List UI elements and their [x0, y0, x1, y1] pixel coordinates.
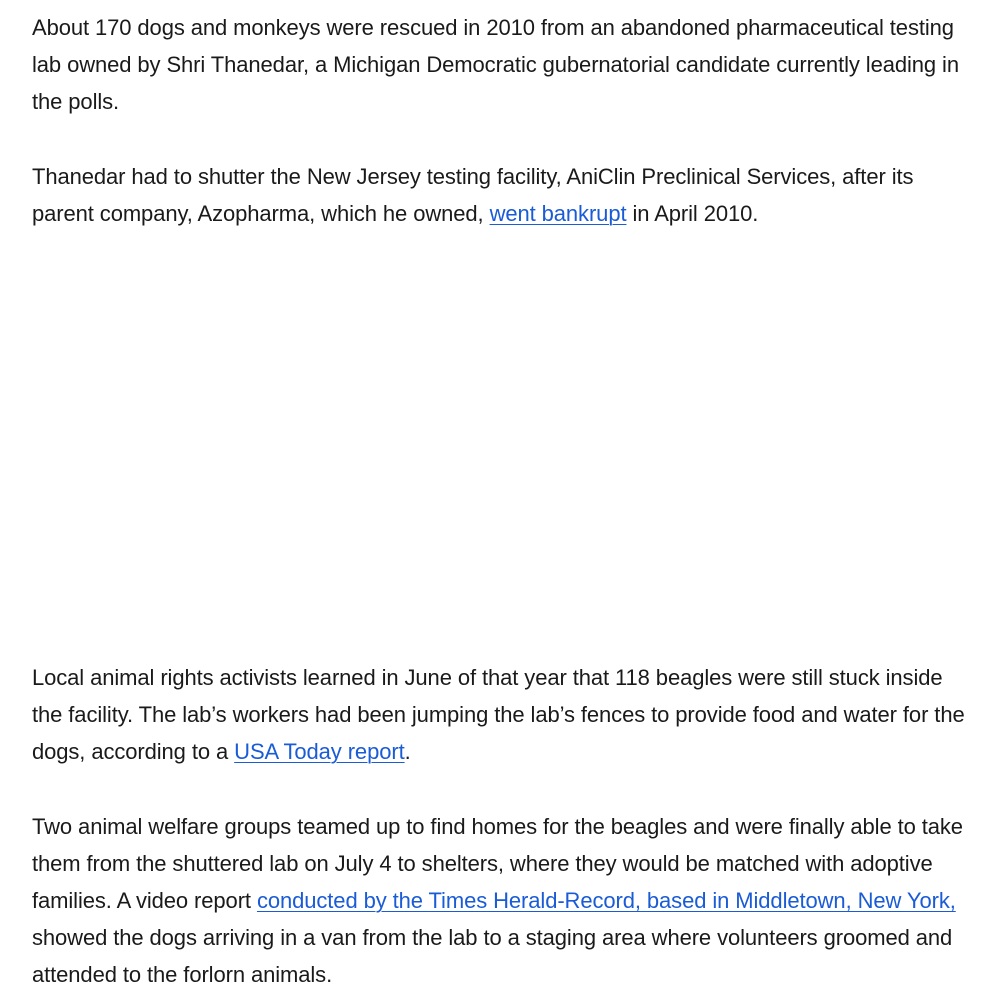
times-herald-record-link[interactable]: conducted by the Times Herald-Record, based in Middletown, New York,: [256, 888, 956, 913]
paragraph-welfare-groups: [32, 808, 977, 993]
paragraph-text: .: [404, 739, 411, 764]
paragraph-text: Local animal rights activists learned in June of that year that 118 beagles were still stuck inside the facility. The lab’s workers had been jumping the lab’s fences to provide food and water for the dogs, according to a: [32, 665, 965, 764]
paragraph-spacer: [32, 120, 977, 158]
paragraph-text: About 170 dogs and monkeys were rescued in 2010 from an abandoned pharmaceutical testing lab owned by Shri Thanedar, a Michigan Democratic gubernatorial candidate currently leading in the polls.: [32, 15, 959, 114]
paragraph-text: in April 2010.: [626, 201, 759, 226]
paragraph-beagles-stuck: [32, 659, 977, 770]
article-body: [32, 9, 977, 993]
paragraph-bankruptcy: [32, 158, 977, 232]
usa-today-report-link[interactable]: USA Today report: [234, 739, 405, 764]
embedded-media-placeholder: [32, 232, 977, 659]
paragraph-text: Thanedar had to shutter the New Jersey testing facility, AniClin Preclinical Services, after its parent company, Azopharma, which he owned,: [32, 164, 914, 226]
paragraph-text: showed the dogs arriving in a van from the lab to a staging area where volunteers groomed and attended to the forlorn animals.: [32, 925, 953, 987]
paragraph-text: Two animal welfare groups teamed up to find homes for the beagles and were finally able to take them from the shuttered lab on July 4 to shelters, where they would be matched with adoptive families. A video report: [32, 814, 963, 913]
went-bankrupt-link[interactable]: went bankrupt: [489, 201, 627, 226]
paragraph-rescue-intro: [32, 9, 977, 120]
paragraph-spacer: [32, 770, 977, 808]
